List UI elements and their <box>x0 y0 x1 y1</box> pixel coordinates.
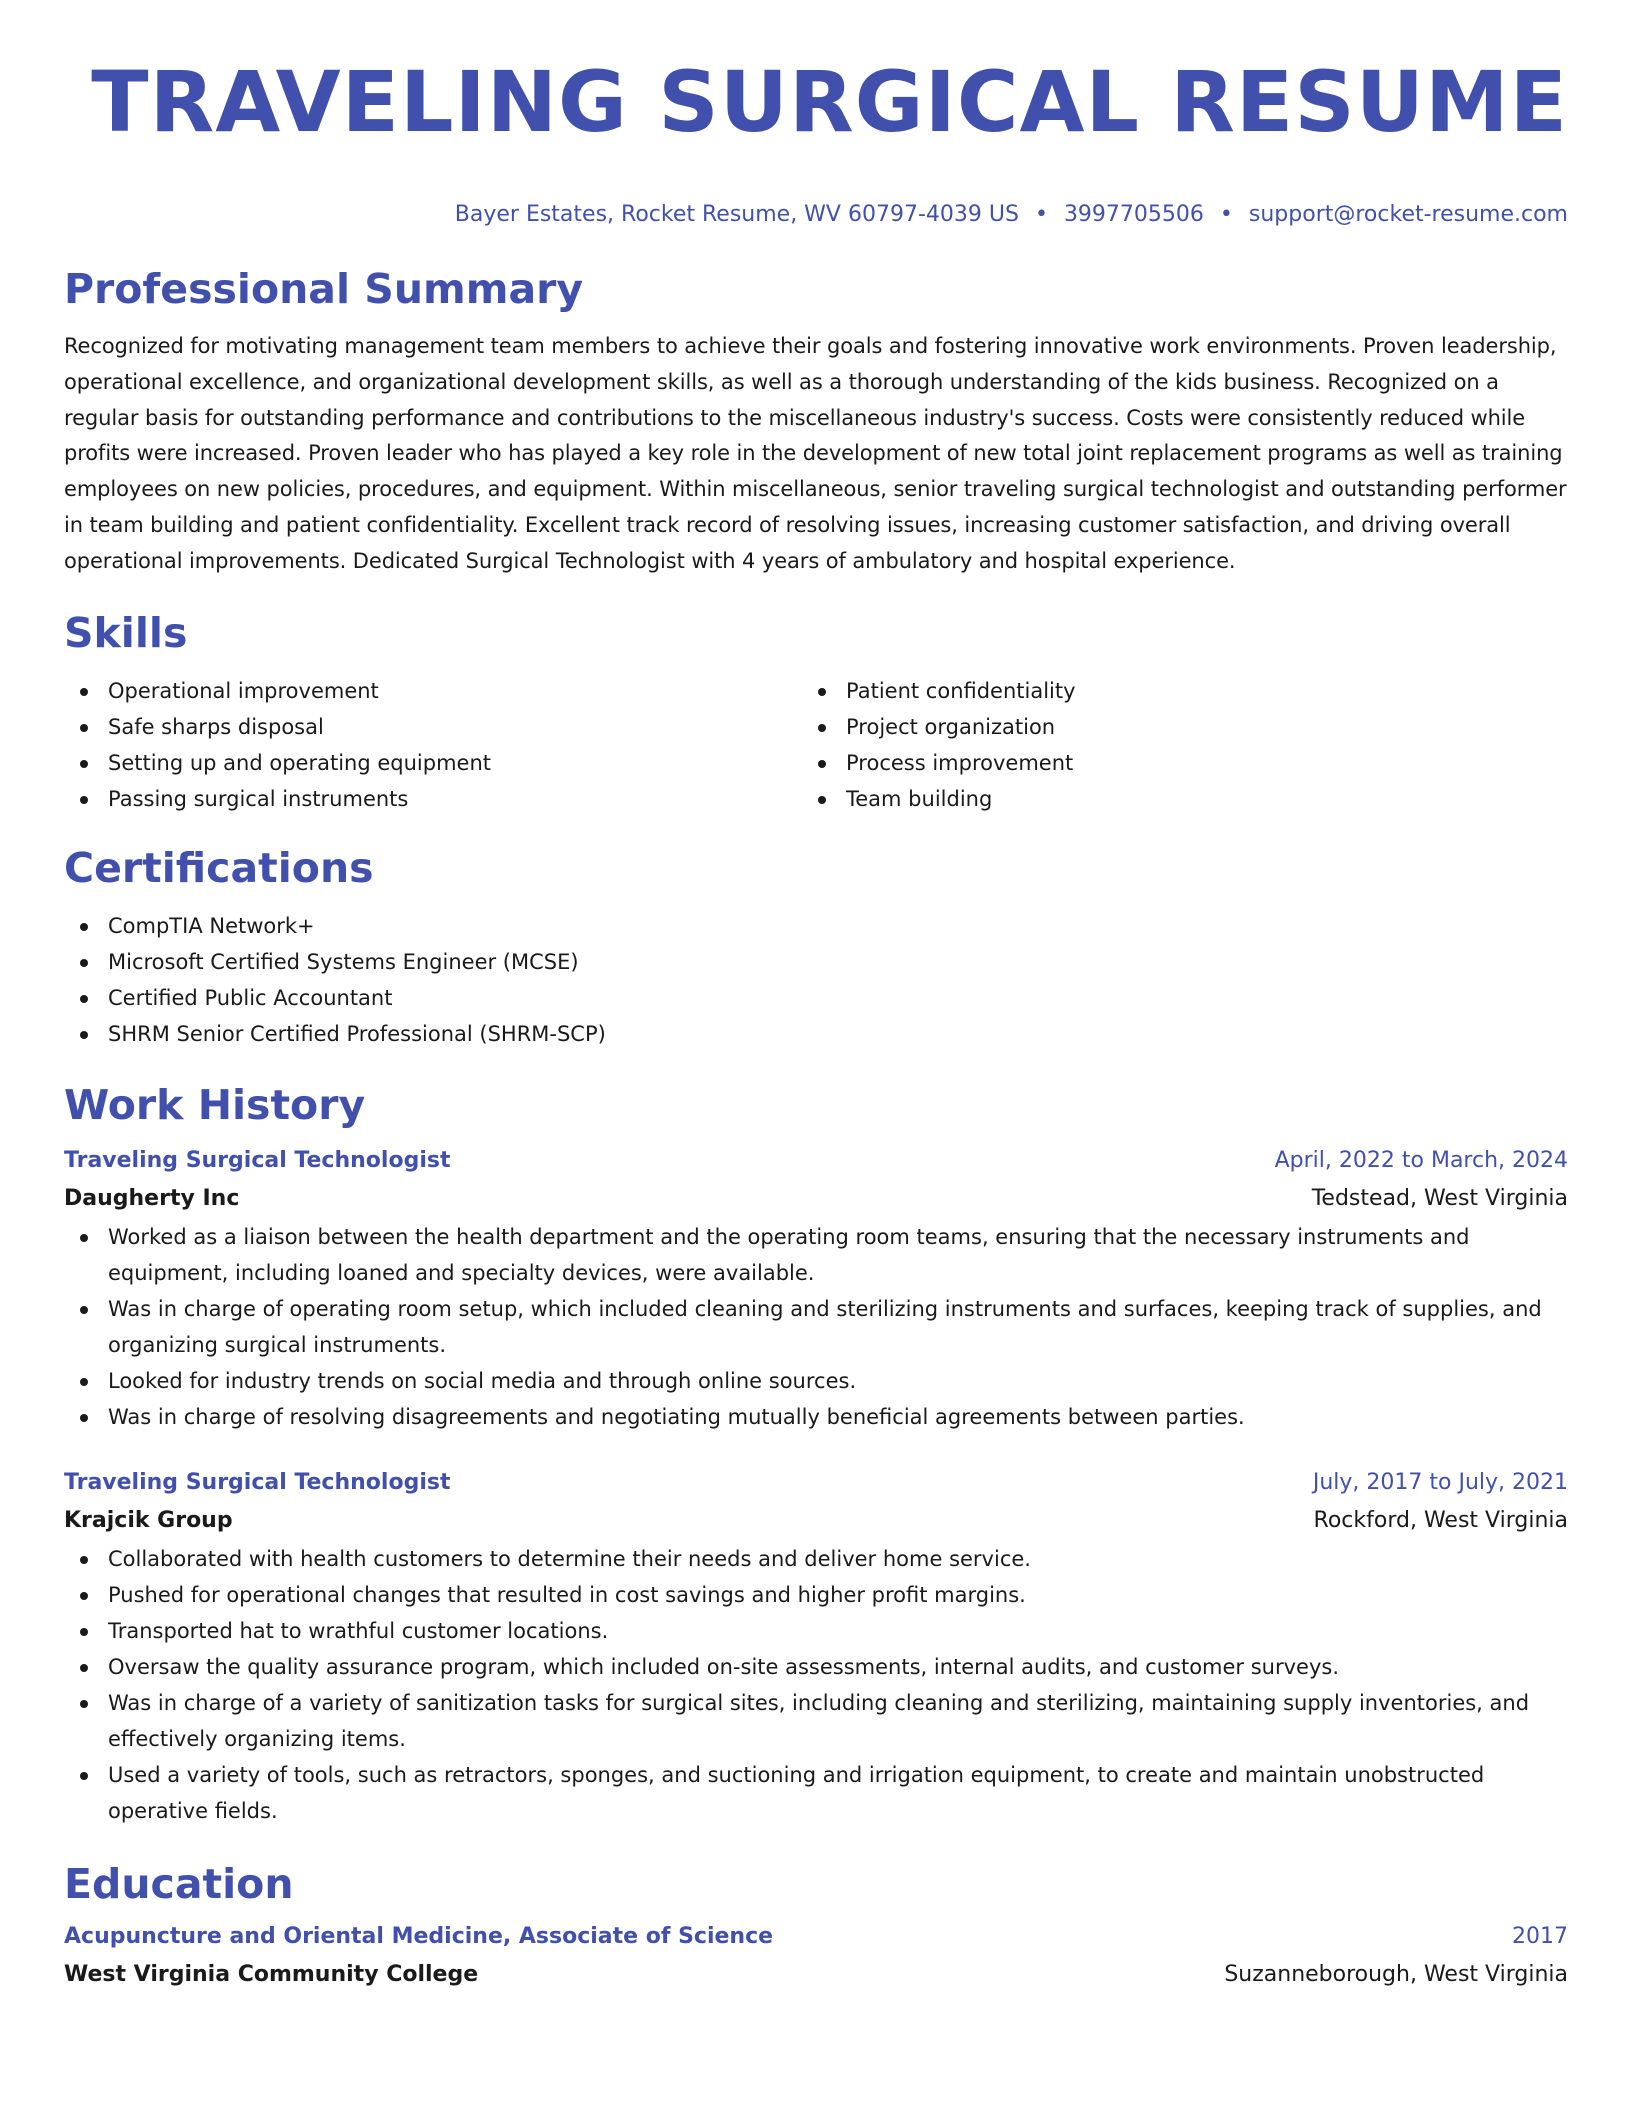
skill-item: Passing surgical instruments <box>64 781 802 817</box>
education-section <box>64 1859 1568 1995</box>
education-entry <box>64 1919 1568 1995</box>
education-school: West Virginia Community College <box>64 1961 479 1987</box>
job-bullet: Collaborated with health customers to determine their needs and deliver home service. <box>64 1541 1568 1577</box>
skill-item: Setting up and operating equipment <box>64 745 802 781</box>
certification-item: SHRM Senior Certified Professional (SHRM-SCP) <box>64 1016 1568 1052</box>
education-title: Education <box>64 1859 294 1908</box>
job-location: Tedstead, West Virginia <box>1311 1185 1568 1211</box>
skill-item: Project organization <box>802 709 1540 745</box>
job-company: Krajcik Group <box>64 1507 233 1533</box>
job-title: Traveling Surgical Technologist <box>64 1147 451 1173</box>
contact-separator: • <box>1219 202 1233 227</box>
job-header <box>64 1465 1568 1501</box>
skill-item: Patient confidentiality <box>802 673 1540 709</box>
job-location: Rockford, West Virginia <box>1313 1507 1568 1533</box>
skill-item: Process improvement <box>802 745 1540 781</box>
job-bullet: Transported hat to wrathful customer locations. <box>64 1613 1568 1649</box>
skills-list-left <box>64 673 802 817</box>
education-year: 2017 <box>1512 1923 1568 1949</box>
contact-address: Bayer Estates, Rocket Resume, WV 60797-4039 US <box>454 202 1019 227</box>
job-dates: July, 2017 to July, 2021 <box>1312 1469 1568 1495</box>
job-bullet: Oversaw the quality assurance program, which included on-site assessments, internal audits, and customer surveys. <box>64 1649 1568 1685</box>
education-subheader <box>64 1955 1568 1995</box>
job-header <box>64 1143 1568 1179</box>
job-bullets <box>64 1219 1568 1435</box>
education-header <box>64 1919 1568 1955</box>
skills-grid <box>64 673 1568 817</box>
job-subheader <box>64 1501 1568 1541</box>
job-entry <box>64 1143 1568 1435</box>
certifications-section <box>64 843 1568 1052</box>
job-bullets <box>64 1541 1568 1829</box>
summary-text: Recognized for motivating management team members to achieve their goals and fostering innovative work environments. Proven leadership, operational excellence, and organizational development skills, as well as a thorough understanding of the kids business. Recognized on a regular basis for outstanding performance and contributions to the miscellaneous industry's success. Costs were consistently reduced while profits were increased. Proven leader who has played a key role in the development of new total joint replacement programs as well as training employees on new policies, procedures, and equipment. Within miscellaneous, senior traveling surgical technologist and outstanding performer in team building and patient confidentiality. Excellent track record of resolving issues, increasing customer satisfaction, and driving overall operational improvements. Dedicated Surgical Technologist with 4 years of ambulatory and hospital experience. <box>64 334 1567 573</box>
summary-section <box>64 264 1568 580</box>
skills-title: Skills <box>64 608 188 657</box>
certification-item: Microsoft Certified Systems Engineer (MCSE) <box>64 944 1568 980</box>
job-bullet: Was in charge of resolving disagreements and negotiating mutually beneficial agreements between parties. <box>64 1399 1568 1435</box>
contact-phone: 3997705506 <box>1063 202 1204 227</box>
job-bullet: Worked as a liaison between the health department and the operating room teams, ensuring that the necessary instruments and equipment, including loaned and specialty devices, were available. <box>64 1219 1568 1291</box>
job-dates: April, 2022 to March, 2024 <box>1274 1147 1568 1173</box>
skill-item: Operational improvement <box>64 673 802 709</box>
skill-item: Team building <box>802 781 1540 817</box>
summary-title: Professional Summary <box>64 265 584 313</box>
contact-separator: • <box>1034 202 1048 227</box>
certifications-list <box>64 908 1568 1052</box>
job-bullet: Was in charge of a variety of sanitization tasks for surgical sites, including cleaning and sterilizing, maintaining supply inventories, and effectively organizing items. <box>64 1685 1568 1757</box>
work-history-section <box>64 1080 1568 1829</box>
contact-email: support@rocket-resume.com <box>1248 202 1568 227</box>
contact-line <box>64 200 1568 230</box>
education-location: Suzanneborough, West Virginia <box>1224 1961 1568 1987</box>
skills-list-right <box>802 673 1540 817</box>
resume-name: TRAVELING SURGICAL RESUME <box>91 53 1568 151</box>
skills-section <box>64 608 1568 817</box>
job-company: Daugherty Inc <box>64 1185 240 1211</box>
skill-item: Safe sharps disposal <box>64 709 802 745</box>
job-entry <box>64 1465 1568 1829</box>
job-bullet: Pushed for operational changes that resulted in cost savings and higher profit margins. <box>64 1577 1568 1613</box>
certifications-title: Certifications <box>64 843 374 892</box>
certification-item: Certified Public Accountant <box>64 980 1568 1016</box>
job-bullet: Used a variety of tools, such as retractors, sponges, and suctioning and irrigation equipment, to create and maintain unobstructed operative fields. <box>64 1757 1568 1829</box>
job-subheader <box>64 1179 1568 1219</box>
job-bullet: Looked for industry trends on social media and through online sources. <box>64 1363 1568 1399</box>
education-degree: Acupuncture and Oriental Medicine, Associate of Science <box>64 1923 774 1949</box>
work-history-title: Work History <box>64 1080 366 1129</box>
certification-item: CompTIA Network+ <box>64 908 1568 944</box>
job-bullet: Was in charge of operating room setup, which included cleaning and sterilizing instruments and surfaces, keeping track of supplies, and organizing surgical instruments. <box>64 1291 1568 1363</box>
job-title: Traveling Surgical Technologist <box>64 1469 451 1495</box>
